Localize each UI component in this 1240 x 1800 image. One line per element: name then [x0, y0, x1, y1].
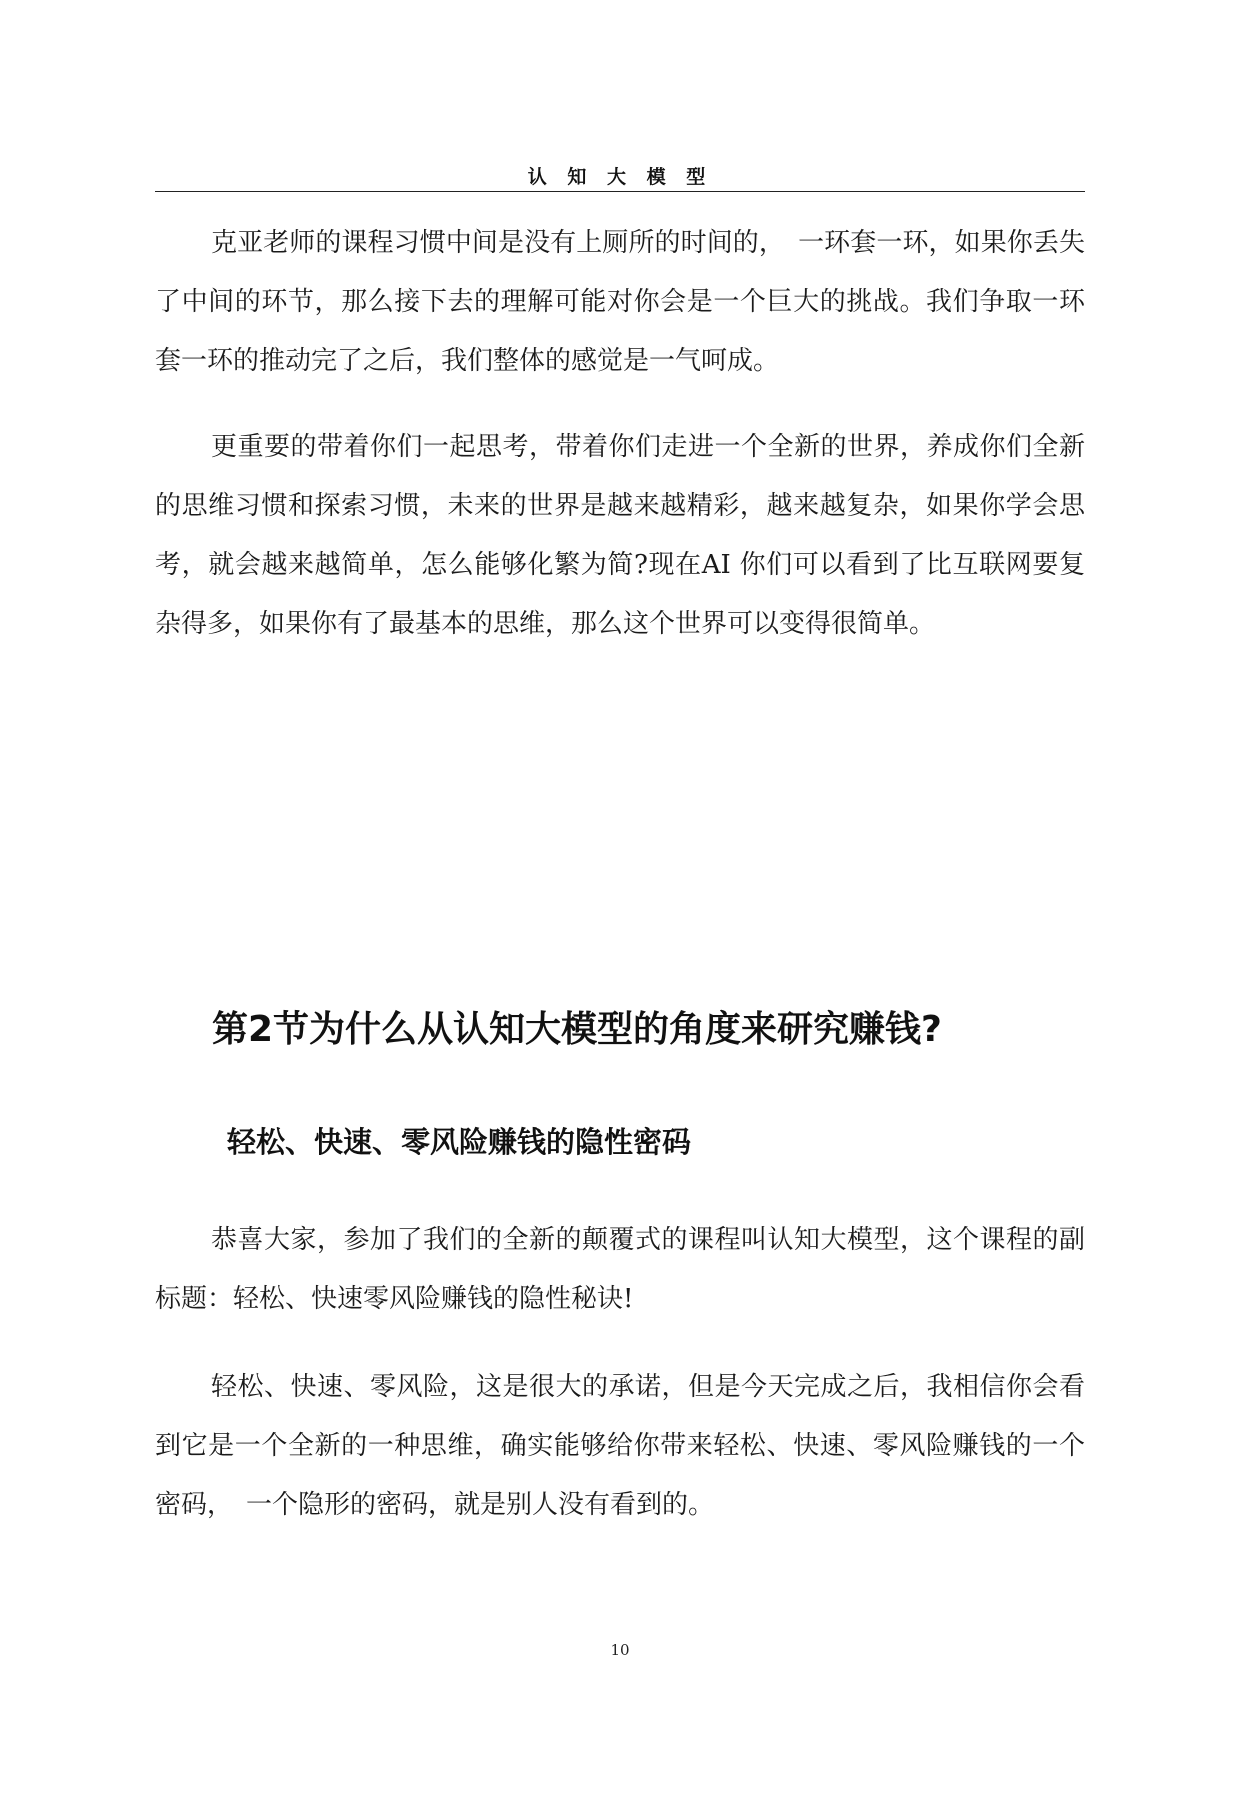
body-paragraph: 恭喜大家，参加了我们的全新的颠覆式的课程叫认知大模型，这个课程的副标题：轻松、快速零风险赚钱的隐性秘诀! — [155, 1225, 1085, 1314]
page-number: 10 — [610, 1641, 630, 1659]
header-rule — [155, 191, 1085, 192]
body-paragraph: 更重要的带着你们一起思考，带着你们走进一个全新的世界，养成你们全新的思维习惯和探索习惯，未来的世界是越来越精彩，越来越复杂，如果你学会思考，就会越来越简单，怎么能够化繁为简?现在AI 你们可以看到了比互联网要复杂得多，如果你有了最基本的思维，那么这个世界可以变得很简单。 — [155, 432, 1085, 639]
running-header: 认 知 大 模 型 — [527, 166, 713, 188]
section-title: 第2节为什么从认知大模型的角度来研究赚钱? — [212, 1009, 942, 1050]
body-paragraph: 克亚老师的课程习惯中间是没有上厕所的时间的， 一环套一环，如果你丢失了中间的环节，那么接下去的理解可能对你会是一个巨大的挑战。我们争取一环套一环的推动完了之后，我们整体的感觉是一气呵成。 — [155, 228, 1085, 376]
subsection-title: 轻松、快速、零风险赚钱的隐性密码 — [227, 1125, 692, 1159]
body-paragraph: 轻松、快速、零风险，这是很大的承诺，但是今天完成之后，我相信你会看到它是一个全新的一种思维，确实能够给你带来轻松、快速、零风险赚钱的一个密码， 一个隐形的密码，就是别人没有看到的。 — [155, 1372, 1085, 1520]
